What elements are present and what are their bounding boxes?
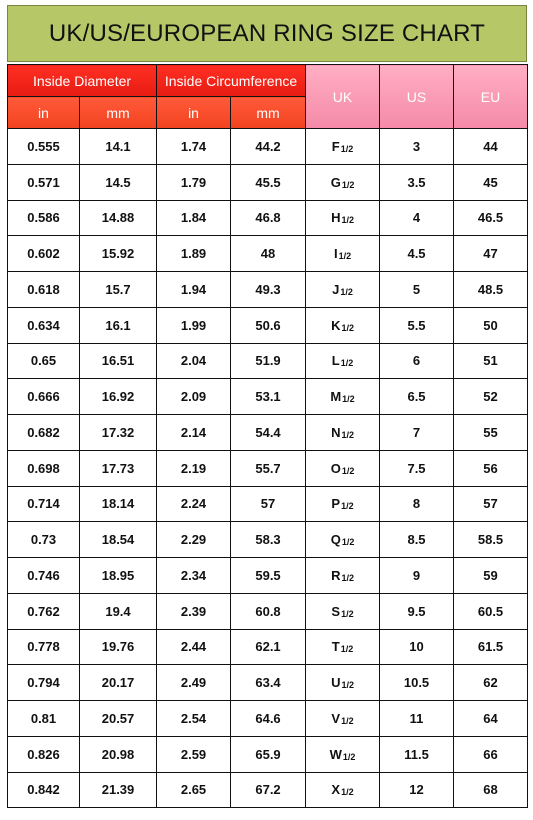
cell-diameter-mm: 19.76 xyxy=(80,629,157,665)
uk-size-letter: H xyxy=(331,210,341,226)
cell-us: 9.5 xyxy=(380,593,454,629)
uk-size-letter: X xyxy=(331,782,341,798)
cell-us: 11.5 xyxy=(380,736,454,772)
uk-size-half: 1/2 xyxy=(341,537,355,548)
cell-eu: 57 xyxy=(454,486,528,522)
cell-circumference-mm: 60.8 xyxy=(231,593,306,629)
table-row xyxy=(8,236,528,272)
uk-size-half: 1/2 xyxy=(340,143,354,154)
cell-diameter-in: 0.555 xyxy=(8,129,80,165)
table-body xyxy=(8,129,528,808)
cell-us: 3 xyxy=(380,129,454,165)
uk-size-half: 1/2 xyxy=(338,251,352,262)
cell-diameter-mm: 17.73 xyxy=(80,450,157,486)
cell-diameter-in: 0.602 xyxy=(8,236,80,272)
cell-circumference-in: 2.65 xyxy=(157,772,231,808)
cell-eu: 68 xyxy=(454,772,528,808)
header-diameter-in: in xyxy=(8,97,80,129)
cell-diameter-in: 0.682 xyxy=(8,415,80,451)
table-row xyxy=(8,272,528,308)
table-row xyxy=(8,379,528,415)
table-row xyxy=(8,200,528,236)
ring-size-table xyxy=(7,64,528,808)
uk-size-letter: M xyxy=(330,389,342,405)
cell-circumference-mm: 51.9 xyxy=(231,343,306,379)
cell-uk xyxy=(306,236,380,272)
cell-circumference-mm: 44.2 xyxy=(231,129,306,165)
cell-circumference-in: 1.99 xyxy=(157,307,231,343)
uk-size-letter: K xyxy=(331,317,341,333)
uk-size-letter: U xyxy=(331,675,341,691)
cell-us: 3.5 xyxy=(380,164,454,200)
cell-diameter-in: 0.778 xyxy=(8,629,80,665)
cell-diameter-in: 0.666 xyxy=(8,379,80,415)
header-row-groups xyxy=(8,65,528,97)
cell-circumference-in: 2.34 xyxy=(157,558,231,594)
cell-eu: 45 xyxy=(454,164,528,200)
table-row xyxy=(8,450,528,486)
table-row xyxy=(8,593,528,629)
uk-size-letter: O xyxy=(330,460,341,476)
cell-diameter-in: 0.762 xyxy=(8,593,80,629)
cell-us: 7 xyxy=(380,415,454,451)
uk-size-letter: F xyxy=(331,138,340,154)
cell-circumference-mm: 49.3 xyxy=(231,272,306,308)
uk-size-letter: I xyxy=(333,246,338,262)
cell-eu: 47 xyxy=(454,236,528,272)
table-row xyxy=(8,129,528,165)
uk-size-letter: P xyxy=(331,496,341,512)
uk-size-half: 1/2 xyxy=(342,394,355,405)
cell-us: 5 xyxy=(380,272,454,308)
cell-diameter-in: 0.586 xyxy=(8,200,80,236)
cell-us: 10 xyxy=(380,629,454,665)
cell-circumference-in: 2.54 xyxy=(157,701,231,737)
uk-size-half: 1/2 xyxy=(341,501,354,512)
cell-circumference-in: 2.59 xyxy=(157,736,231,772)
cell-eu: 60.5 xyxy=(454,593,528,629)
uk-size-letter: G xyxy=(330,174,341,190)
cell-us: 8.5 xyxy=(380,522,454,558)
cell-us: 4 xyxy=(380,200,454,236)
cell-diameter-mm: 18.95 xyxy=(80,558,157,594)
uk-size-half: 1/2 xyxy=(341,787,354,798)
cell-circumference-in: 2.09 xyxy=(157,379,231,415)
cell-uk xyxy=(306,415,380,451)
cell-diameter-in: 0.571 xyxy=(8,164,80,200)
cell-diameter-in: 0.634 xyxy=(8,307,80,343)
cell-eu: 58.5 xyxy=(454,522,528,558)
cell-uk xyxy=(306,522,380,558)
cell-circumference-mm: 48 xyxy=(231,236,306,272)
cell-us: 8 xyxy=(380,486,454,522)
cell-circumference-mm: 46.8 xyxy=(231,200,306,236)
cell-diameter-in: 0.826 xyxy=(8,736,80,772)
cell-diameter-mm: 19.4 xyxy=(80,593,157,629)
uk-size-letter: J xyxy=(332,281,340,297)
cell-diameter-mm: 20.57 xyxy=(80,701,157,737)
uk-size-half: 1/2 xyxy=(341,715,354,726)
table-row xyxy=(8,343,528,379)
uk-size-half: 1/2 xyxy=(341,608,354,619)
cell-diameter-mm: 14.88 xyxy=(80,200,157,236)
header-diameter-mm: mm xyxy=(80,97,157,129)
cell-diameter-mm: 16.51 xyxy=(80,343,157,379)
cell-uk xyxy=(306,486,380,522)
cell-us: 11 xyxy=(380,701,454,737)
table-row xyxy=(8,736,528,772)
cell-uk xyxy=(306,736,380,772)
cell-eu: 52 xyxy=(454,379,528,415)
cell-diameter-mm: 16.92 xyxy=(80,379,157,415)
cell-circumference-mm: 64.6 xyxy=(231,701,306,737)
uk-size-half: 1/2 xyxy=(340,644,354,655)
uk-size-letter: L xyxy=(331,353,340,369)
cell-diameter-mm: 14.1 xyxy=(80,129,157,165)
uk-size-half: 1/2 xyxy=(342,751,356,762)
uk-size-letter: Q xyxy=(330,532,341,548)
uk-size-half: 1/2 xyxy=(341,179,355,190)
cell-uk xyxy=(306,307,380,343)
cell-us: 5.5 xyxy=(380,307,454,343)
cell-uk xyxy=(306,558,380,594)
cell-diameter-in: 0.65 xyxy=(8,343,80,379)
uk-size-letter: S xyxy=(331,603,341,619)
table-row xyxy=(8,558,528,594)
cell-us: 9 xyxy=(380,558,454,594)
chart-title: UK/US/EUROPEAN RING SIZE CHART xyxy=(48,19,486,47)
uk-size-letter: N xyxy=(331,424,341,440)
header-uk: UK xyxy=(306,65,380,129)
cell-us: 6 xyxy=(380,343,454,379)
chart-title-bar xyxy=(7,5,527,62)
cell-us: 7.5 xyxy=(380,450,454,486)
uk-size-half: 1/2 xyxy=(341,465,355,476)
cell-diameter-mm: 18.54 xyxy=(80,522,157,558)
table-row xyxy=(8,629,528,665)
cell-uk xyxy=(306,343,380,379)
header-circumference-mm: mm xyxy=(231,97,306,129)
cell-us: 6.5 xyxy=(380,379,454,415)
uk-size-half: 1/2 xyxy=(341,572,354,583)
cell-circumference-mm: 50.6 xyxy=(231,307,306,343)
uk-size-half: 1/2 xyxy=(340,286,353,297)
cell-eu: 50 xyxy=(454,307,528,343)
cell-diameter-in: 0.842 xyxy=(8,772,80,808)
uk-size-half: 1/2 xyxy=(341,680,354,691)
cell-diameter-in: 0.698 xyxy=(8,450,80,486)
cell-eu: 46.5 xyxy=(454,200,528,236)
cell-diameter-in: 0.794 xyxy=(8,665,80,701)
cell-eu: 48.5 xyxy=(454,272,528,308)
cell-uk xyxy=(306,665,380,701)
cell-circumference-in: 2.44 xyxy=(157,629,231,665)
cell-circumference-in: 2.04 xyxy=(157,343,231,379)
cell-circumference-mm: 45.5 xyxy=(231,164,306,200)
cell-diameter-mm: 20.17 xyxy=(80,665,157,701)
cell-circumference-in: 2.29 xyxy=(157,522,231,558)
cell-eu: 64 xyxy=(454,701,528,737)
cell-uk xyxy=(306,164,380,200)
cell-circumference-mm: 57 xyxy=(231,486,306,522)
cell-circumference-mm: 55.7 xyxy=(231,450,306,486)
cell-eu: 55 xyxy=(454,415,528,451)
cell-circumference-in: 2.24 xyxy=(157,486,231,522)
table-row xyxy=(8,415,528,451)
cell-diameter-mm: 14.5 xyxy=(80,164,157,200)
cell-circumference-in: 1.89 xyxy=(157,236,231,272)
cell-diameter-mm: 21.39 xyxy=(80,772,157,808)
cell-uk xyxy=(306,272,380,308)
cell-eu: 61.5 xyxy=(454,629,528,665)
table-row xyxy=(8,665,528,701)
header-circumference-in: in xyxy=(157,97,231,129)
table-row xyxy=(8,522,528,558)
uk-size-letter: T xyxy=(331,639,340,655)
cell-diameter-mm: 16.1 xyxy=(80,307,157,343)
cell-uk xyxy=(306,701,380,737)
cell-eu: 66 xyxy=(454,736,528,772)
cell-diameter-in: 0.73 xyxy=(8,522,80,558)
cell-circumference-in: 2.14 xyxy=(157,415,231,451)
cell-diameter-in: 0.714 xyxy=(8,486,80,522)
cell-circumference-in: 1.79 xyxy=(157,164,231,200)
cell-uk xyxy=(306,772,380,808)
header-inside-circumference: Inside Circumference xyxy=(157,65,306,97)
cell-circumference-in: 2.49 xyxy=(157,665,231,701)
cell-circumference-mm: 53.1 xyxy=(231,379,306,415)
cell-uk xyxy=(306,629,380,665)
cell-circumference-mm: 65.9 xyxy=(231,736,306,772)
cell-circumference-in: 1.84 xyxy=(157,200,231,236)
table-row xyxy=(8,486,528,522)
uk-size-half: 1/2 xyxy=(341,215,354,226)
uk-size-half: 1/2 xyxy=(341,322,354,333)
cell-eu: 51 xyxy=(454,343,528,379)
cell-diameter-mm: 17.32 xyxy=(80,415,157,451)
uk-size-letter: W xyxy=(329,746,342,762)
cell-us: 4.5 xyxy=(380,236,454,272)
cell-uk xyxy=(306,593,380,629)
cell-eu: 59 xyxy=(454,558,528,594)
cell-uk xyxy=(306,129,380,165)
table-row xyxy=(8,772,528,808)
cell-diameter-in: 0.618 xyxy=(8,272,80,308)
cell-circumference-mm: 54.4 xyxy=(231,415,306,451)
cell-eu: 56 xyxy=(454,450,528,486)
table-row xyxy=(8,164,528,200)
cell-diameter-mm: 15.7 xyxy=(80,272,157,308)
cell-uk xyxy=(306,379,380,415)
cell-uk xyxy=(306,450,380,486)
cell-circumference-mm: 59.5 xyxy=(231,558,306,594)
uk-size-letter: V xyxy=(331,710,341,726)
cell-eu: 44 xyxy=(454,129,528,165)
cell-circumference-in: 2.39 xyxy=(157,593,231,629)
cell-diameter-in: 0.81 xyxy=(8,701,80,737)
uk-size-letter: R xyxy=(331,567,341,583)
cell-us: 12 xyxy=(380,772,454,808)
cell-diameter-in: 0.746 xyxy=(8,558,80,594)
cell-circumference-in: 1.94 xyxy=(157,272,231,308)
table-row xyxy=(8,701,528,737)
cell-circumference-mm: 67.2 xyxy=(231,772,306,808)
cell-eu: 62 xyxy=(454,665,528,701)
table-row xyxy=(8,307,528,343)
uk-size-half: 1/2 xyxy=(340,358,354,369)
cell-circumference-mm: 58.3 xyxy=(231,522,306,558)
header-inside-diameter: Inside Diameter xyxy=(8,65,157,97)
cell-circumference-mm: 62.1 xyxy=(231,629,306,665)
header-us: US xyxy=(380,65,454,129)
cell-diameter-mm: 18.14 xyxy=(80,486,157,522)
uk-size-half: 1/2 xyxy=(341,429,354,440)
cell-circumference-in: 2.19 xyxy=(157,450,231,486)
cell-us: 10.5 xyxy=(380,665,454,701)
header-eu: EU xyxy=(454,65,528,129)
cell-diameter-mm: 15.92 xyxy=(80,236,157,272)
cell-uk xyxy=(306,200,380,236)
cell-diameter-mm: 20.98 xyxy=(80,736,157,772)
cell-circumference-mm: 63.4 xyxy=(231,665,306,701)
cell-circumference-in: 1.74 xyxy=(157,129,231,165)
